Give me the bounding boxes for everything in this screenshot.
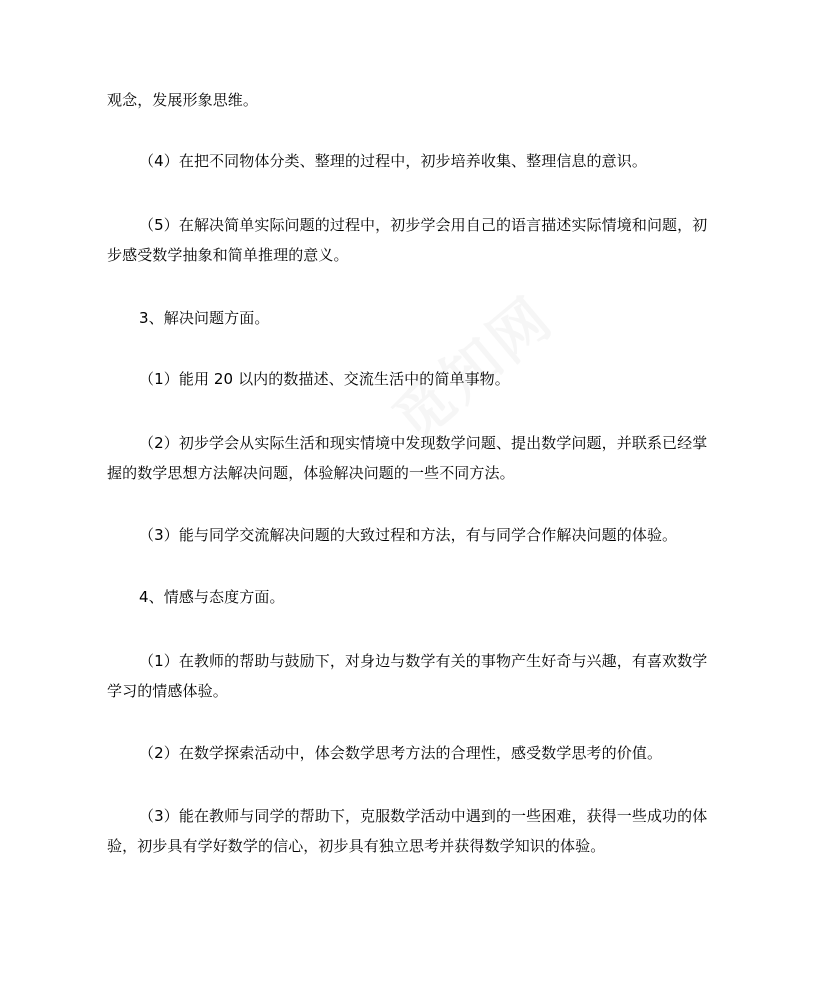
text-line: （1）能用 20 以内的数描述、交流生活中的简单事物。 xyxy=(139,370,510,388)
text-line: 步感受数学抽象和简单推理的意义。 xyxy=(107,246,349,264)
paragraph-emotion-3 xyxy=(107,801,727,861)
section-heading-3 xyxy=(107,303,727,333)
text-line: （5）在解决简单实际问题的过程中，初步学会用自己的语言描述实际情境和问题，初 xyxy=(139,216,708,234)
paragraph-problem-2 xyxy=(107,428,727,488)
text-line: 验，初步具有学好数学的信心，初步具有独立思考并获得数学知识的体验。 xyxy=(107,837,606,855)
text-line: （3）能与同学交流解决问题的大致过程和方法，有与同学合作解决问题的体验。 xyxy=(139,526,678,544)
section-heading-4 xyxy=(107,582,727,612)
text-line: （3）能在教师与同学的帮助下，克服数学活动中遇到的一些困难，获得一些成功的体 xyxy=(139,807,708,825)
text-line: 3、解决问题方面。 xyxy=(139,309,270,327)
paragraph-item-5 xyxy=(107,210,727,270)
paragraph-item-4 xyxy=(107,146,727,176)
paragraph-emotion-2 xyxy=(107,738,727,768)
paragraph-problem-3 xyxy=(107,520,727,550)
text-line: 握的数学思想方法解决问题，体验解决问题的一些不同方法。 xyxy=(107,464,515,482)
paragraph-continuation xyxy=(107,85,727,115)
text-line: 观念，发展形象思维。 xyxy=(107,91,259,109)
paragraph-problem-1 xyxy=(107,364,727,394)
text-line: （2）初步学会从实际生活和现实情境中发现数学问题、提出数学问题，并联系已经掌 xyxy=(139,434,708,452)
text-line: 4、情感与态度方面。 xyxy=(139,588,285,606)
paragraph-emotion-1 xyxy=(107,646,727,706)
text-line: （2）在数学探索活动中，体会数学思考方法的合理性，感受数学思考的价值。 xyxy=(139,744,663,762)
text-line: 学习的情感体验。 xyxy=(107,682,228,700)
text-line: （4）在把不同物体分类、整理的过程中，初步培养收集、整理信息的意识。 xyxy=(139,152,647,170)
text-line: （1）在教师的帮助与鼓励下，对身边与数学有关的事物产生好奇与兴趣，有喜欢数学 xyxy=(139,652,708,670)
